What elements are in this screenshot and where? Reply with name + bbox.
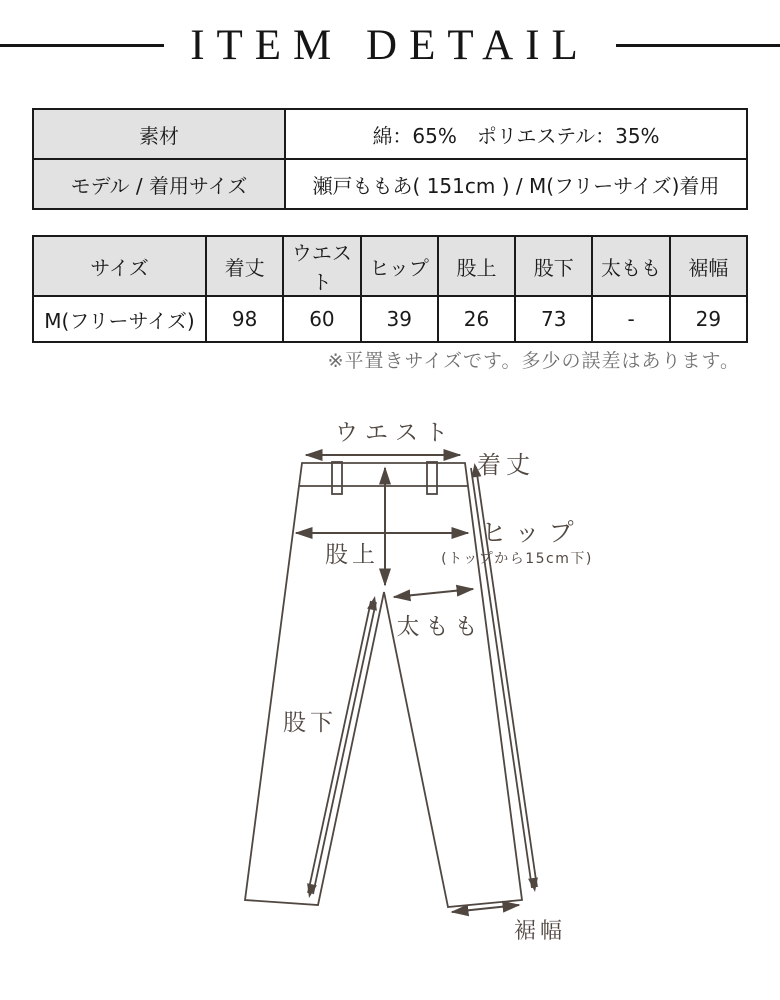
size-cell-thigh: - [592, 296, 669, 342]
size-cell-hip: 39 [361, 296, 438, 342]
garment-length-label: 着丈 [477, 451, 535, 479]
title-rule-right [616, 44, 780, 47]
size-header-rise: 股上 [438, 236, 515, 296]
size-header-thigh: 太もも [592, 236, 669, 296]
size-header-size: サイズ [33, 236, 206, 296]
size-cell-rise: 26 [438, 296, 515, 342]
size-header-waist: ウエスト [283, 236, 360, 296]
pants-measurement-diagram [0, 400, 780, 1000]
page-title: ITEM DETAIL [190, 21, 590, 69]
size-cell-size: M(フリーサイズ) [33, 296, 206, 342]
waist-label: ウエスト [335, 420, 455, 446]
hem-width-label: 裾幅 [513, 919, 567, 944]
size-table [32, 235, 748, 343]
spec-value-model: 瀬戸ももあ( 151cm ) / M(フリーサイズ)着用 [285, 159, 747, 209]
size-table-header-row [33, 236, 747, 296]
size-cell-length: 98 [206, 296, 283, 342]
size-header-length: 着丈 [206, 236, 283, 296]
size-cell-hem: 29 [670, 296, 747, 342]
size-header-hem: 裾幅 [670, 236, 747, 296]
size-header-inseam: 股下 [515, 236, 592, 296]
spec-row-material [33, 109, 747, 159]
page-header [0, 21, 780, 69]
spec-table [32, 108, 748, 210]
belt-loop-left [332, 462, 342, 494]
size-cell-inseam: 73 [515, 296, 592, 342]
thigh-label: 太もも [396, 614, 484, 640]
size-table-row-m [33, 296, 747, 342]
spec-row-model [33, 159, 747, 209]
belt-loop-right [427, 462, 437, 494]
hip-label: ヒップ [481, 518, 583, 547]
size-header-hip: ヒップ [361, 236, 438, 296]
inseam-label: 股下 [283, 710, 337, 736]
flat-size-note: ※平置きサイズです。多少の誤差はあります。 [327, 350, 740, 372]
size-cell-waist: 60 [283, 296, 360, 342]
spec-value-material: 綿：65% ポリエステル：35% [285, 109, 747, 159]
title-rule-left [0, 44, 164, 47]
rise-label: 股上 [325, 542, 379, 568]
inseam-measure-line [307, 596, 377, 898]
thigh-measure-arrow [394, 589, 473, 597]
spec-label-model: モデル / 着用サイズ [33, 159, 285, 209]
spec-label-material: 素材 [33, 109, 285, 159]
hip-note-label: (トップから15cm下) [441, 551, 593, 567]
